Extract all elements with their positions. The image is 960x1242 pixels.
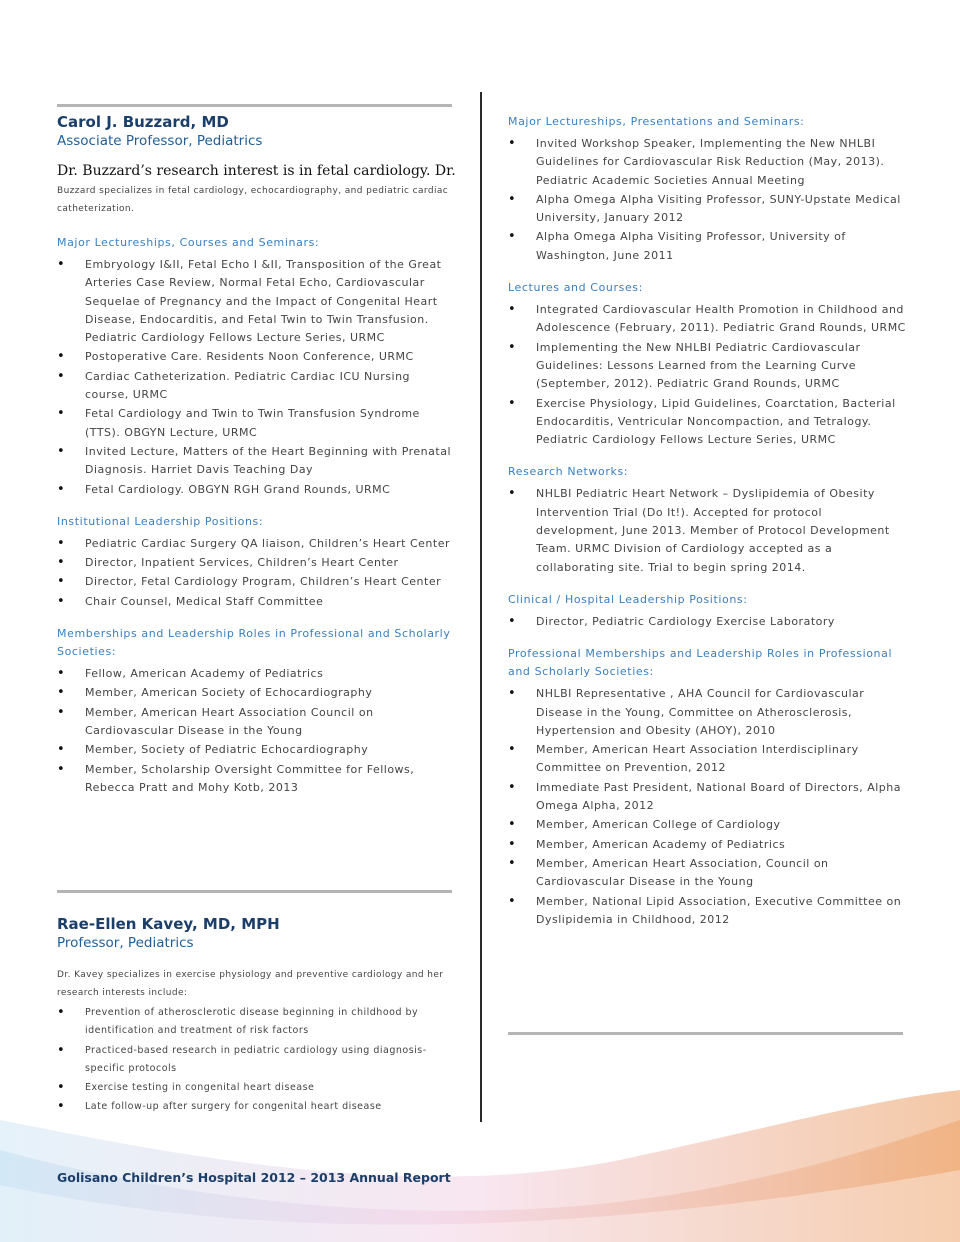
list-item: • Member, National Lipid Association, Executive Committee on Dyslipidemia in Childhood, 2012 [508, 893, 908, 930]
list-item: • Exercise Physiology, Lipid Guidelines, Coarctation, Bacterial Endocarditis, Ventricular Noncompaction, and Tetralogy. Pediatric Cardiology Fellows Lecture Series, URMC [508, 395, 908, 450]
list-item: • Practiced-based research in pediatric cardiology using diagnosis-specific protocols [57, 1042, 457, 1079]
list-item: • Fetal Cardiology and Twin to Twin Transfusion Syndrome (TTS). OBGYN Lecture, URMC [57, 405, 457, 442]
right-bottom-rule [508, 1032, 903, 1035]
bullet-list [508, 301, 908, 449]
list-item: • Cardiac Catheterization. Pediatric Cardiac ICU Nursing course, URMC [57, 368, 457, 405]
left-mid-rule [57, 890, 452, 893]
list-item: • Immediate Past President, National Board of Directors, Alpha Omega Alpha, 2012 [508, 779, 908, 816]
profile-kavey-continued [508, 113, 908, 930]
section-institutional-leadership [57, 513, 457, 611]
section-heading: Professional Memberships and Leadership Roles in Professional and Scholarly Societies: [508, 647, 893, 679]
list-item: • Member, American Heart Association, Council on Cardiovascular Disease in the Young [508, 855, 908, 892]
person-intro [57, 162, 457, 218]
list-item: • Member, Society of Pediatric Echocardiography [57, 741, 457, 759]
list-item: • Member, Scholarship Oversight Committee for Fellows, Rebecca Pratt and Mohy Kotb, 2013 [57, 761, 457, 798]
person-title: Professor, Pediatrics [57, 935, 194, 951]
list-item: • Pediatric Cardiac Surgery QA liaison, Children’s Heart Center [57, 535, 457, 553]
profile-rae-ellen-kavey [57, 915, 457, 1118]
list-item: • Implementing the New NHLBI Pediatric Cardiovascular Guidelines: Lessons Learned from the Learning Curve (September, 2012). Pediatric Grand Rounds, URMC [508, 339, 908, 394]
section-heading: Institutional Leadership Positions: [57, 514, 264, 528]
list-item: • Exercise testing in congenital heart disease [57, 1079, 457, 1097]
bullet-list [508, 135, 908, 265]
list-item: • Prevention of atherosclerotic disease beginning in childhood by identification and treatment of risk factors [57, 1004, 457, 1041]
list-item: • Embryology I&II, Fetal Echo I &II, Transposition of the Great Arteries Case Review, Normal Fetal Echo, Cardiovascular Sequelae of Pregnancy and the Impact of Congenital Heart Disease, Endocarditis, and Fetal Twin to Twin Transfusion. Pediatric Cardiology Fellows Lecture Series, URMC [57, 256, 457, 347]
left-top-rule [57, 104, 452, 107]
bullet-list [57, 665, 457, 797]
footer-report-title: Golisano Children’s Hospital 2012 – 2013 Annual Report [57, 1170, 451, 1185]
bullet-list [57, 535, 457, 611]
list-item: • Integrated Cardiovascular Health Promotion in Childhood and Adolescence (February, 2011). Pediatric Grand Rounds, URMC [508, 301, 908, 338]
intro-rest: Buzzard specializes in fetal cardiology, echocardiography, and pediatric cardiac catheterization. [57, 186, 449, 214]
person-name: Carol J. Buzzard, MD [57, 113, 229, 131]
bullet-list [508, 613, 908, 631]
section-clinical-leadership [508, 591, 908, 631]
bullet-list [57, 256, 457, 499]
list-item: • Member, American College of Cardiology [508, 816, 908, 834]
section-lectures-courses [508, 279, 908, 449]
bullet-list [508, 485, 908, 576]
list-item: • Director, Fetal Cardiology Program, Children’s Heart Center [57, 573, 457, 591]
section-heading: Major Lectureships, Presentations and Seminars: [508, 115, 805, 128]
list-item: • Member, American Heart Association Council on Cardiovascular Disease in the Young [57, 704, 457, 741]
column-divider [480, 92, 482, 1122]
section-research-networks [508, 463, 908, 576]
list-item: • Postoperative Care. Residents Noon Conference, URMC [57, 348, 457, 366]
profile-carol-buzzard [57, 113, 457, 798]
section-major-lectureships [57, 234, 457, 499]
list-item: • Late follow-up after surgery for congenital heart disease [57, 1098, 457, 1116]
section-heading: Research Networks: [508, 465, 629, 479]
footer-wave-decoration [0, 1090, 960, 1242]
bullet-list [508, 685, 908, 929]
section-professional-memberships [508, 645, 908, 929]
list-item: • Invited Lecture, Matters of the Heart Beginning with Prenatal Diagnosis. Harriet Davis Teaching Day [57, 443, 457, 480]
intro-lead: Dr. Buzzard’s research interest is in fetal cardiology. Dr. [57, 163, 456, 179]
section-heading: Major Lectureships, Courses and Seminars: [57, 236, 320, 249]
person-title: Associate Professor, Pediatrics [57, 133, 263, 149]
person-name: Rae-Ellen Kavey, MD, MPH [57, 915, 280, 933]
section-major-lectureships-presentations [508, 113, 908, 265]
section-heading: Memberships and Leadership Roles in Professional and Scholarly Societies: [57, 627, 451, 659]
list-item: • NHLBI Pediatric Heart Network – Dyslipidemia of Obesity Intervention Trial (Do It!). Accepted for protocol development, June 2013. Member of Protocol Development Team. URMC Division of Cardiology accepted as a collaborating site. Trial to begin spring 2014. [508, 485, 908, 576]
list-item: • Fellow, American Academy of Pediatrics [57, 665, 457, 683]
list-item: • Director, Pediatric Cardiology Exercise Laboratory [508, 613, 908, 631]
section-heading: Lectures and Courses: [508, 281, 643, 295]
list-item: • Director, Inpatient Services, Children’s Heart Center [57, 554, 457, 572]
section-memberships [57, 625, 457, 797]
list-item: • Member, American Society of Echocardiography [57, 684, 457, 702]
list-item: • Chair Counsel, Medical Staff Committee [57, 593, 457, 611]
list-item: • Member, American Heart Association Interdisciplinary Committee on Prevention, 2012 [508, 741, 908, 778]
list-item: • Alpha Omega Alpha Visiting Professor, University of Washington, June 2011 [508, 228, 908, 265]
person-intro: Dr. Kavey specializes in exercise physiology and preventive cardiology and her research interests include: [57, 970, 444, 998]
list-item: • Invited Workshop Speaker, Implementing the New NHLBI Guidelines for Cardiovascular Risk Reduction (May, 2013). Pediatric Academic Societies Annual Meeting [508, 135, 908, 190]
list-item: • Fetal Cardiology. OBGYN RGH Grand Rounds, URMC [57, 481, 457, 499]
list-item: • NHLBI Representative , AHA Council for Cardiovascular Disease in the Young, Committee on Atherosclerosis, Hypertension and Obesity (AHOY), 2010 [508, 685, 908, 740]
section-heading: Clinical / Hospital Leadership Positions: [508, 592, 748, 606]
list-item: • Alpha Omega Alpha Visiting Professor, SUNY-Upstate Medical University, January 2012 [508, 191, 908, 228]
list-item: • Member, American Academy of Pediatrics [508, 836, 908, 854]
